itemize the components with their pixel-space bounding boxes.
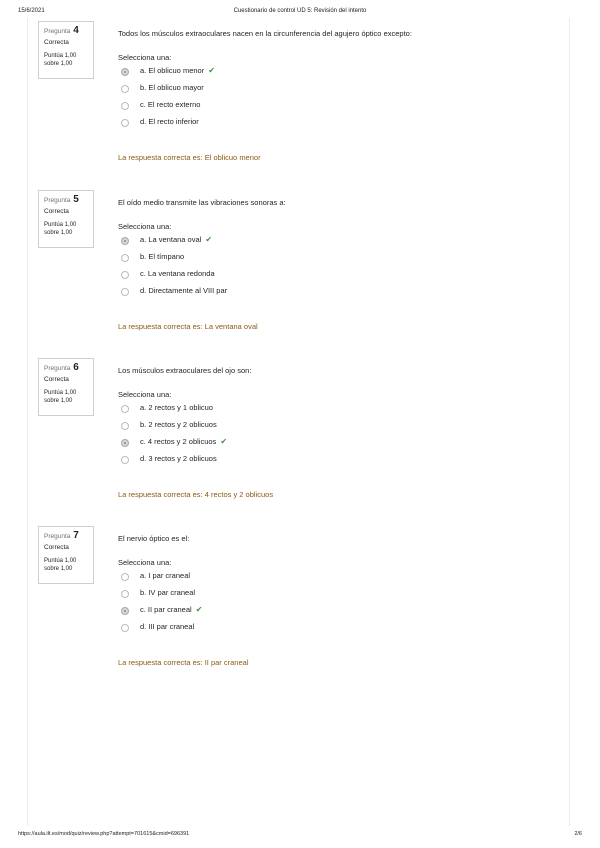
- question-info: [38, 190, 94, 248]
- question-number-value: 5: [73, 194, 79, 205]
- question-state: Correcta: [44, 376, 69, 383]
- answer-option[interactable]: [118, 621, 538, 638]
- answer-option[interactable]: [118, 285, 538, 302]
- print-url: https://aula.ilt.es/mod/quiz/review.php?attempt=701615&cmid=696391: [18, 831, 190, 837]
- question-grade: [44, 389, 93, 405]
- radio-selected[interactable]: [121, 237, 129, 245]
- answer-option[interactable]: [118, 82, 538, 99]
- answer-prompt: Selecciona una:: [118, 390, 172, 399]
- radio-button[interactable]: [121, 405, 129, 413]
- page-border-right: [569, 18, 570, 826]
- answer-prompt: Selecciona una:: [118, 558, 172, 567]
- answer-option-text: d. III par craneal: [140, 622, 195, 631]
- question-state: Correcta: [44, 208, 69, 215]
- answer-options: [118, 234, 538, 302]
- answer-option-text: c. 4 rectos y 2 oblicuos: [140, 437, 217, 446]
- answer-option-text: a. 2 rectos y 1 oblicuo: [140, 403, 213, 412]
- page-border-left: [27, 18, 28, 826]
- check-icon: ✔: [205, 235, 213, 244]
- check-icon: ✔: [220, 437, 228, 446]
- grade-score: Puntúa 1,00: [44, 222, 77, 228]
- answer-option[interactable]: [118, 251, 538, 268]
- radio-button[interactable]: [121, 624, 129, 632]
- correct-answer-feedback: La respuesta correcta es: 4 rectos y 2 oblicuos: [118, 490, 274, 499]
- question-state: Correcta: [44, 544, 69, 551]
- print-page-number: 2/6: [574, 831, 582, 837]
- radio-button[interactable]: [121, 590, 129, 598]
- question-content: [118, 21, 538, 163]
- answer-option[interactable]: [118, 268, 538, 285]
- answer-options: [118, 570, 538, 638]
- print-page-title: Cuestionario de control UD 5: Revisión del intento: [233, 8, 367, 14]
- print-header: [0, 8, 600, 18]
- question-label: Pregunta: [44, 533, 71, 540]
- question-info: [38, 358, 94, 416]
- question-number: [44, 195, 93, 206]
- correct-answer-feedback: La respuesta correcta es: La ventana oval: [118, 322, 258, 331]
- question-text: Todos los músculos extraoculares nacen en la circunferencia del agujero óptico excepto:: [118, 29, 412, 38]
- radio-button[interactable]: [121, 456, 129, 464]
- answer-prompt: Selecciona una:: [118, 53, 172, 62]
- radio-selected[interactable]: [121, 607, 129, 615]
- radio-button[interactable]: [121, 119, 129, 127]
- answer-option-text: c. El recto externo: [140, 100, 201, 109]
- answer-option-text: c. La ventana redonda: [140, 269, 215, 278]
- question-grade: [44, 221, 93, 237]
- answer-option[interactable]: [118, 99, 538, 116]
- check-icon: ✔: [208, 66, 215, 75]
- answer-option-text: d. Directamente al VIII par: [140, 286, 228, 295]
- question-block: [38, 190, 538, 350]
- grade-score: Puntúa 1,00: [44, 558, 77, 564]
- question-content: [118, 358, 538, 500]
- radio-button[interactable]: [121, 422, 129, 430]
- print-footer: [0, 831, 600, 841]
- grade-score: Puntúa 1,00: [44, 390, 77, 396]
- question-text: El oído medio transmite las vibraciones sonoras a:: [118, 198, 286, 207]
- radio-selected[interactable]: [121, 68, 129, 76]
- question-number-value: 6: [73, 362, 79, 373]
- answer-option[interactable]: [118, 402, 538, 419]
- question-label: Pregunta: [44, 28, 71, 35]
- question-grade: [44, 52, 93, 68]
- answer-option-text: b. El oblicuo mayor: [140, 83, 204, 92]
- correct-answer-feedback: La respuesta correcta es: El oblicuo menor: [118, 153, 261, 162]
- question-label: Pregunta: [44, 197, 71, 204]
- answer-option-text: c. II par craneal: [140, 605, 192, 614]
- answer-option-text: b. El tímpano: [140, 252, 185, 261]
- print-date: 15/6/2021: [18, 8, 45, 14]
- answer-option[interactable]: [118, 116, 538, 133]
- question-number: [44, 363, 93, 374]
- answer-option[interactable]: [118, 436, 538, 453]
- answer-option-text: b. 2 rectos y 2 oblicuos: [140, 420, 217, 429]
- answer-options: [118, 402, 538, 470]
- answer-option[interactable]: [118, 453, 538, 470]
- question-number: [44, 26, 93, 37]
- question-content: [118, 190, 538, 332]
- check-icon: ✔: [195, 605, 203, 614]
- question-text: El nervio óptico es el:: [118, 534, 190, 543]
- question-block: [38, 358, 538, 518]
- answer-option-text: a. I par craneal: [140, 571, 191, 580]
- question-number-value: 7: [73, 530, 79, 541]
- answer-option[interactable]: [118, 587, 538, 604]
- answer-option-text: d. 3 rectos y 2 oblicuos: [140, 454, 217, 463]
- radio-button[interactable]: [121, 271, 129, 279]
- question-number: [44, 531, 93, 542]
- answer-option-text: a. El oblicuo menor: [140, 66, 205, 75]
- question-state: Correcta: [44, 39, 69, 46]
- question-info: [38, 526, 94, 584]
- radio-selected[interactable]: [121, 439, 129, 447]
- answer-options: [118, 65, 538, 133]
- answer-option[interactable]: [118, 65, 538, 82]
- question-number-value: 4: [73, 25, 79, 36]
- grade-score: Puntúa 1,00: [44, 53, 77, 59]
- answer-option[interactable]: [118, 234, 538, 251]
- answer-option-text: a. La ventana oval: [140, 235, 202, 244]
- radio-button[interactable]: [121, 85, 129, 93]
- radio-button[interactable]: [121, 573, 129, 581]
- grade-max: sobre 1,00: [44, 61, 73, 67]
- answer-option[interactable]: [118, 604, 538, 621]
- grade-max: sobre 1,00: [44, 230, 73, 236]
- question-content: [118, 526, 538, 668]
- question-grade: [44, 557, 93, 573]
- answer-prompt: Selecciona una:: [118, 222, 172, 231]
- grade-max: sobre 1,00: [44, 566, 73, 572]
- answer-option[interactable]: [118, 570, 538, 587]
- answer-option-text: b. IV par craneal: [140, 588, 196, 597]
- radio-button[interactable]: [121, 288, 129, 296]
- radio-button[interactable]: [121, 102, 129, 110]
- question-text: Los músculos extraoculares del ojo son:: [118, 366, 252, 375]
- question-info: [38, 21, 94, 79]
- correct-answer-feedback: La respuesta correcta es: II par craneal: [118, 658, 249, 667]
- answer-option[interactable]: [118, 419, 538, 436]
- question-block: [38, 526, 538, 686]
- grade-max: sobre 1,00: [44, 398, 73, 404]
- question-label: Pregunta: [44, 365, 71, 372]
- question-block: [38, 21, 538, 181]
- radio-button[interactable]: [121, 254, 129, 262]
- answer-option-text: d. El recto inferior: [140, 117, 199, 126]
